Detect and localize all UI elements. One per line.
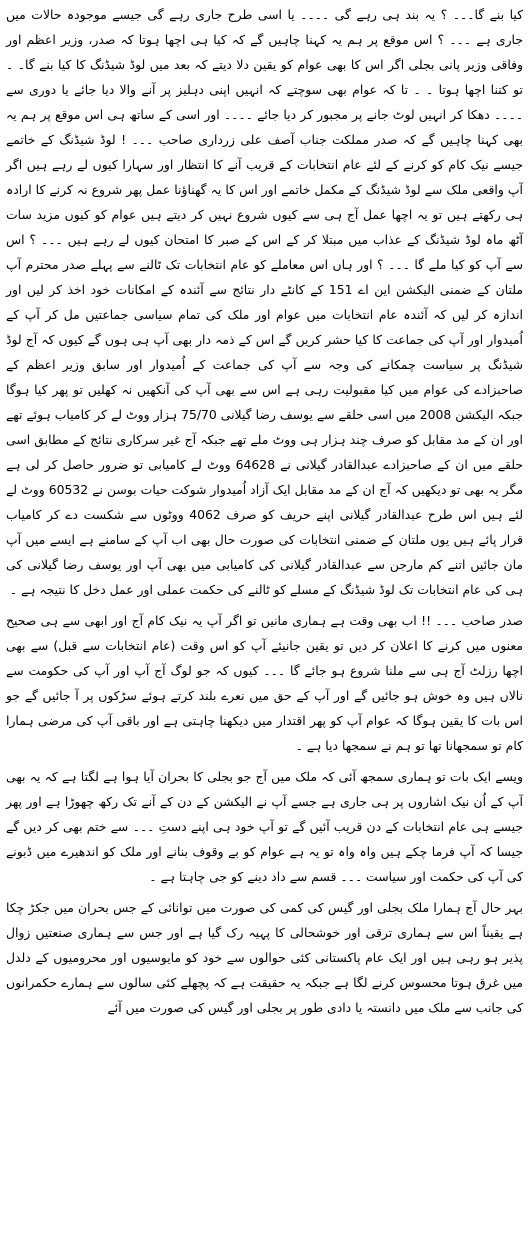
article-paragraph-1: کیا بنے گا۔۔۔ ؟ یہ بند ہی رہے گی ۔۔۔۔ یا اسی طرح جاری رہے گی جیسے موجودہ حالات میں جاری ہے ۔۔۔ ؟ اس موقع پر ہم یہ کہنا چاہیں گے کہ کیا ہی اچھا ہوتا کہ صدر، وزیر اعظم اور وفاقی وزیر پانی بجلی اگر اس کا بھی عوام کو یقین دلا دیتے کہ بعد میں لوڈ شیڈنگ کا کیا بنے گا۔ ۔ تو کتنا اچھا ہوتا ۔ ۔ تا کہ عوام بھی سوچتے کہ انہیں اپنی دہلیز پر آنے والا دیا جائے یا دوری سے ۔۔۔۔ دھکا کر انہیں لوٹ جانے پر مجبور کر دیا جائے ۔۔۔۔ اور اسی کے ساتھ ہی اس موقع پر ہم یہ بھی کہنا چاہیں گے کہ صدر مملکت جناب آصف علی زرداری صاحب ۔۔۔ ! لوڈ شیڈنگ کے خاتمے جیسے نیک کام کو کرنے کے لئے عام انتخابات کے قریب آنے کا انتظار اور سہارا کیوں لے رہے ہیں اگر آپ واقعی ملک سے لوڈ شیڈنگ کے مکمل خاتمے اور اس کا یہ گھناؤنا عمل پھر شروع نہ کرنے کا ارادہ ہی رکھتے ہیں تو یہ اچھا عمل آج ہی سے کیوں شروع نہیں کر دیتے ہیں عوام کو کیوں مزید سات آٹھ ماہ لوڈ شیڈنگ کے عذاب میں مبتلا کر کے اس کے صبر کا امتحان کیوں لے رہے ہیں ۔۔۔ ؟ اس سے آپ کو کیا ملے گا ۔۔۔ ؟ اور ہاں اس معاملے کو عام انتخابات تک ٹالنے سے پہلے صدر محترم آپ ملتان کے ضمنی الیکشن این اے 151 کے کانٹے دار نتائج سے آئندہ کے امکانات خود اخذ کر لیں اور اندازہ کر لیں کہ آئندہ عام انتخابات میں عوام اور ملک کی تمام سیاسی جماعتیں مل کر آپ کے اُمیدوار اور آپ کی جماعت کا کیا حشر کریں گے اس کے ذمہ دار بھی آپ ہی ہوں گے کیوں کہ آج لوڈ شیڈنگ پر سیاست چمکانے کی وجہ سے آپ کی جماعت کے اُمیدوار اور سابق وزیر اعظم کے صاحبزادے کی عوام میں کیا مقبولیت رہی ہے اس سے بھی آپ کی آنکھیں نہ کھلیں تو پھر کیا ہوگا جبکہ الیکشن 2008 میں اسی حلقے سے یوسف رضا گیلانی 75/70 ہزار ووٹ لے کر کامیاب ہوئے تھے اور ان کے مد مقابل کو صرف چند ہزار ہی ووٹ ملے تھے جبکہ آج غیر سرکاری نتائج کے مطابق اسی حلقے میں ان کے صاحبزادے عبدالقادر گیلانی نے 64628 ووٹ لے کامیابی تو ضرور حاصل کر لی ہے مگر یہ بھی تو دیکھیں کہ آج ان کے مد مقابل ایک آزاد اُمیدوار شوکت حیات بوسن نے 60532 ووٹ لے لئے ہیں اس طرح عبدالقادر گیلانی اپنے حریف کو صرف 4062 ووٹوں سے شکست دے کر کامیاب قرار پائے ہیں یوں ملتان کے ضمنی انتخابات کی صورت حال بھی اب آپ کے سامنے ہے ایسے میں آپ مان جائیں اتنے کم مارجن سے عبدالقادر گیلانی کی کامیابی میں بھی آپ اور یوسف رضا گیلانی کی ہی کی عام انتخابات تک لوڈ شیڈنگ کے مسلے کو ٹالنے کی حکمت عملی اور عمل دخل کا نتیجہ ہے ۔	[6, 7, 524, 597]
article-paragraph-2: صدر صاحب ۔۔۔ !! اب بھی وقت ہے ہماری مانیں تو اگر آپ یہ نیک کام آج اور ابھی سے ہی صحیح معنوں میں کرنے کا اعلان کر دیں تو یقین جانیئے آپ کو اس وقت (عام انتخابات سے قبل) سے بھی اچھا رزلٹ آج ہی سے ملنا شروع ہو جائے گا ۔۔۔ کیوں کہ جو لوگ آج آپ اور آپ کی حکومت سے نالاں ہیں وہ خوش ہو جائیں گے اور آپ کے حق میں نعرے بلند کرتے ہوئے سڑکوں پر آ جائیں گے جو اس بات کا یقین ہوگا کہ عوام آپ کو پھر اقتدار میں دیکھنا چاہتی ہے اور باقی آپ کی مرضی ہمارا کام تو سمجھانا تھا تو ہم نے سمجھا دیا ہے ۔	[6, 613, 523, 753]
article-paragraph-3: ویسے ایک بات تو ہماری سمجھ آئی کہ ملک میں آج جو بجلی کا بحران آیا ہوا ہے لگتا ہے کہ یہ بھی آپ کے اُن نیک اشاروں پر ہی جاری ہے جسے آپ نے الیکشن کے دن کے آنے تک رکھ چھوڑا ہے اور پھر جیسے ہی عام انتخابات کے دن قریب آئیں گے تو آپ خود ہی اپنے دستِ ۔۔۔ سے ختم بھی کر دیں گے جیسا کہ آپ فرما چکے ہیں واہ واہ تو یہ ہے عوام کو بے وقوف بنانے اور ملک کو اندھیرے میں ڈبونے کی آپ کی حکمت اور سیاست ۔۔۔ قسم سے داد دینے کو جی چاہتا ہے ۔	[6, 769, 523, 884]
article-paragraph-4: بہر حال آج ہمارا ملک بجلی اور گیس کی کمی کی صورت میں توانائی کے جس بحران میں جکڑ چکا ہے یقیناً اس سے ہماری ترقی اور خوشحالی کا پہیہ رک گیا ہے اور جس سے ہماری صنعتیں زوال پذیر ہو رہی ہیں اور ایک عام پاکستانی کئی حوالوں سے خود کو مایوسیوں اور محرومیوں کے دلدل میں غرق ہوتا محسوس کرنے لگا ہے جبکہ یہ حقیقت ہے کہ پچھلے کئی سالوں سے ہمارے حکمرانوں کی جانب سے ملک میں دانستہ یا دادی طور پر بجلی اور گیس کی صورت میں آئے	[6, 900, 523, 1015]
